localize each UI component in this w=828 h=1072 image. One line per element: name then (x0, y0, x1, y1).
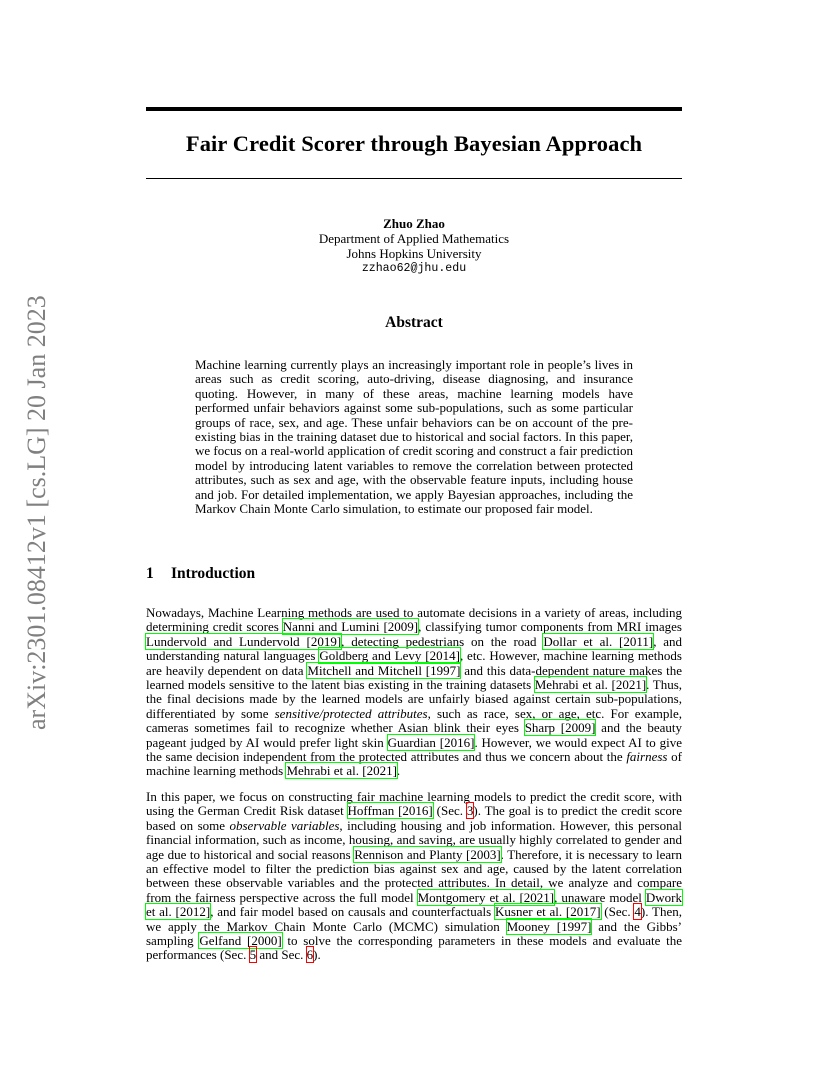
citation-link[interactable]: Gelfand [2000] (199, 933, 282, 949)
emphasis-text: sensitive/protected attributes (274, 705, 428, 721)
author-department: Department of Applied Mathematics (318, 231, 510, 246)
citation-link[interactable]: Nanni and Lumini [2009] (282, 619, 419, 635)
abstract-text: Machine learning currently plays an increasingly important role in people’s lives in areas such as credit scoring, auto-driving, disease diagnosing, and insurance quoting. However, in many of these areas, machine learning models have performed unfair behaviors against some sub-populations, such as some particular groups of race, sex, and age. These unfair behaviors can be on account of the pre-existing bias in the training dataset due to historical and social factors. In this paper, we focus on a real-world application of credit scoring and construct a fair prediction model by introducing latent variables to remove the correlation between protected attributes, such as sex and age, with the observable feature inputs, including house and job. For detailed implementation, we apply Bayesian approaches, including the Markov Chain Monte Carlo simulation, to estimate our proposed fair model. (195, 357, 633, 517)
citation-link[interactable]: Mooney [1997] (506, 918, 592, 934)
citation-link[interactable]: Lundervold and Lundervold [2019] (146, 633, 342, 649)
citation-link[interactable]: Dollar et al. [2011] (543, 633, 654, 649)
section-number: 1 (146, 565, 154, 582)
citation-link[interactable]: Sharp [2009] (524, 720, 596, 736)
arxiv-stamp: arXiv:2301.08412v1 [cs.LG] 20 Jan 2023 (22, 295, 51, 731)
citation-link[interactable]: Montgomery et al. [2021] (417, 889, 555, 905)
citation-link[interactable]: Hoffman [2016] (347, 803, 433, 819)
author-name: Zhuo Zhao (383, 216, 445, 231)
title-rule-bottom (146, 178, 682, 179)
abstract-heading: Abstract (385, 314, 443, 331)
section-ref-link[interactable]: 5 (249, 947, 257, 963)
intro-paragraph-1: Nowadays, Machine Learning methods are used to automate decisions in a variety of areas, including determining credit scores Nanni and Lumini [2009], classifying tumor components from MRI images Lundervold and Lundervold [2019], detecting pedestrians on the road Dollar et al. [2011], and understanding natural languages Goldberg and Levy [2014], etc. However, machine learning methods are heavily dependent on data Mitchell and Mitchell [1997] and this data-dependent nature makes the learned models sensitive to the latent bias existing in the training datasets Mehrabi et al. [2021]. Thus, the final decisions made by the learned models are unfairly biased against certain sub-populations, differentiated by some sensitive/protected attributes, such as race, sex, or age, etc. For example, cameras sometimes fail to recognize whether Asian blink their eyes Sharp [2009] and the beauty pageant judged by AI would prefer light skin Guardian [2016]. However, we would expect AI to give the same decision independent from the protected attributes and thus we concern about the fairness of machine learning methods Mehrabi et al. [2021]. (146, 605, 683, 779)
citation-link[interactable]: Goldberg and Levy [2014] (319, 648, 460, 664)
citation-link[interactable]: Mehrabi et al. [2021] (286, 763, 397, 779)
emphasis-text: fairness (626, 749, 668, 765)
section-ref-link[interactable]: 4 (634, 904, 641, 920)
intro-paragraph-2: In this paper, we focus on constructing fair machine learning models to predict the credit score, with using the German Credit Risk dataset Hoffman [2016] (Sec. 3). The goal is to predict the credit score based on some observable variables, including housing and job information. However, this personal financial information, such as income, housing, and saving, are usually highly correlated to gender and age due to historical and social reasons Rennison and Planty [2003]. Therefore, it is necessary to learn an effective model to filter the prediction bias against sex and age, caused by the latent correlation between these observable variables and the protected attributes. In detail, we analyze and compare from the fairness perspective across the full model Montgomery et al. [2021], unaware model Dwork et al. [2012], and fair model based on causals and counterfactuals Kusner et al. [2017] (Sec. 4). Then, we apply the Markov Chain Monte Carlo (MCMC) simulation Mooney [1997] and the Gibbs’ sampling Gelfand [2000] to solve the corresponding parameters in these models and evaluate the performances (Sec. 5 and Sec. 6). (146, 789, 683, 963)
citation-link[interactable]: Kusner et al. [2017] (495, 904, 601, 920)
citation-link[interactable]: Dwork et al. [2012] (146, 889, 682, 920)
citation-link[interactable]: Mitchell and Mitchell [1997] (307, 662, 461, 678)
citation-link[interactable]: Rennison and Planty [2003] (354, 846, 501, 862)
title-rule-top (146, 107, 682, 111)
author-university: Johns Hopkins University (346, 246, 482, 261)
section-ref-link[interactable]: 6 (306, 947, 314, 963)
emphasis-text: observable variables (229, 817, 340, 833)
citation-link[interactable]: Guardian [2016] (387, 734, 475, 750)
citation-link[interactable]: Mehrabi et al. [2021] (534, 677, 647, 693)
section-ref-link[interactable]: 3 (466, 803, 474, 819)
section-title: Introduction (171, 565, 256, 582)
section-heading-introduction (146, 565, 255, 583)
author-email[interactable]: zzhao62@jhu.edu (361, 262, 467, 275)
paper-title: Fair Credit Scorer through Bayesian Approach (185, 131, 643, 156)
author-block (146, 216, 682, 276)
